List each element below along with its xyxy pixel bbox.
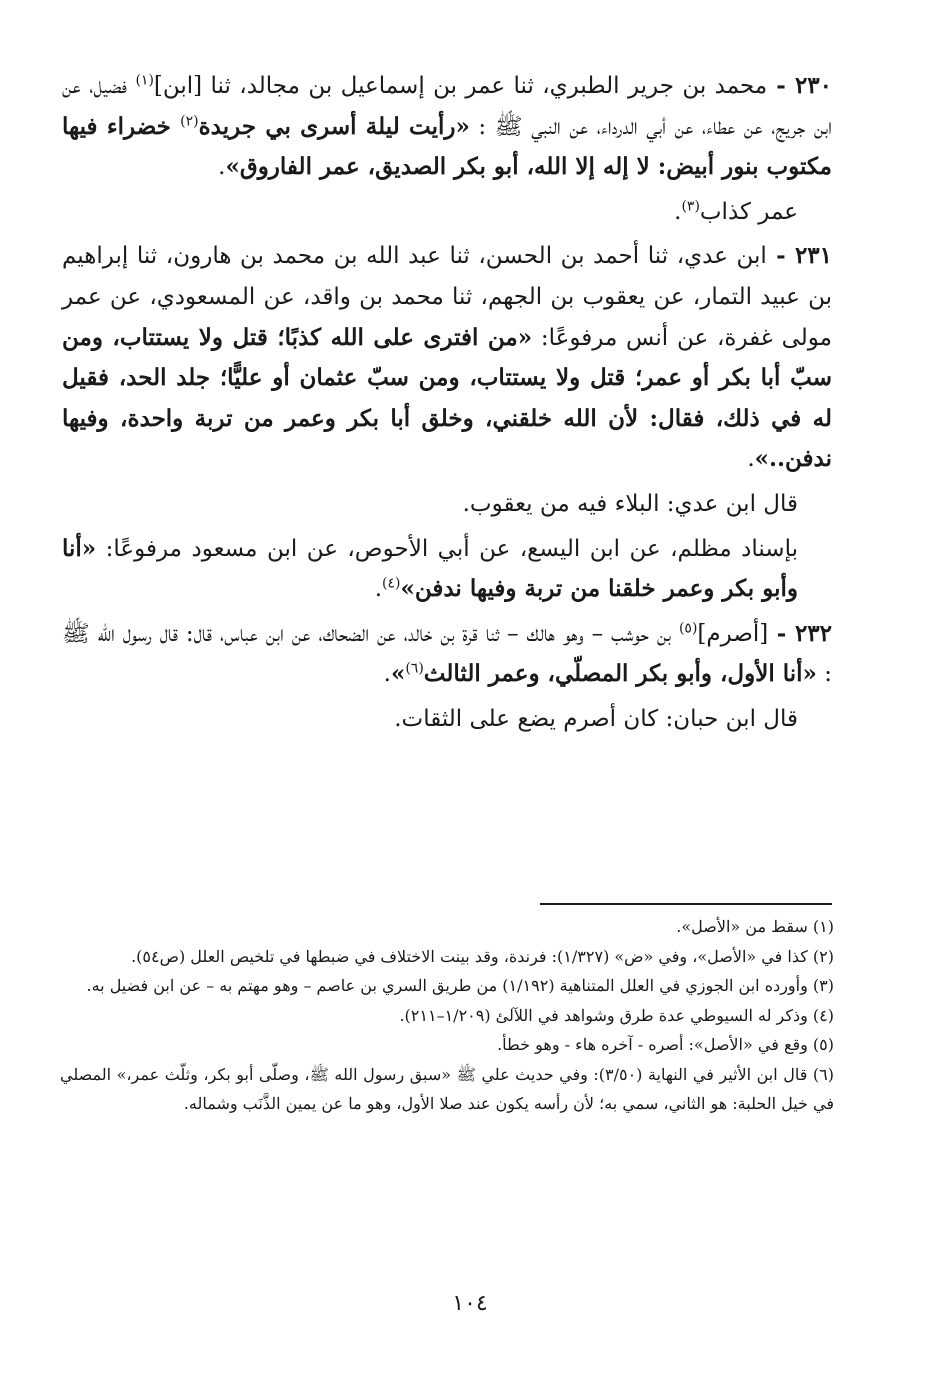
narration-text: ابن عدي، ثنا أحمد بن الحسن، ثنا عبد الله بن محمد بن هارون، ثنا إبراهيم بن عبيد التمار، عن يعقوب بن الجهم، ثنا محمد بن واقد، عن المسعودي، عن عمر مولى غفرة، عن أنس مرفوعًا: xyxy=(62,243,832,351)
narration-text: فضيل، عن ابن جريج، عن عطاء، عن أبي الدرداء، عن النبي ﷺ : xyxy=(62,73,832,140)
footnote-1: (١) سقط من «الأصل». xyxy=(676,917,834,936)
footnote-3: (٣) وأورده ابن الجوزي في العلل المتناهية (١/١٩٢) من طريق السري بن عاصم – وهو مهتم به – عن ابن فضيل به. xyxy=(86,976,834,995)
narration-text: . xyxy=(383,661,391,688)
hadith-text: » xyxy=(390,660,406,688)
footnote-ref[interactable]: (٣) xyxy=(681,198,700,215)
footnote-5: (٥) وقع في «الأصل»: أصره - آخره هاء - وهو خطأ. xyxy=(497,1035,834,1054)
main-text xyxy=(62,66,832,740)
narration-text: بن حوشب – وهو هالك – ثنا قرة بن خالد، عن الضحاك، عن ابن عباس، قال: قال رسول الله ﷺ : xyxy=(62,620,832,688)
entry-231-comment xyxy=(62,484,832,525)
footnote-ref[interactable]: (١) xyxy=(135,72,154,89)
narration-text: قال ابن حبان: كان أصرم يضع على الثقات. xyxy=(394,705,798,732)
hadith-text: «من افترى على الله كذبًا؛ قتل ولا يستتاب، ومن سبّ أبا بكر أو عمر؛ قتل ولا يستتاب، ومن سبّ عثمان أو عليًّا؛ جلد الحد، فقيل له في ذلك، فقال: لأن الله خلقني، وخلق أبا بكر وعمر من تربة واحدة، وفيها ندفن..» xyxy=(62,323,832,473)
hadith-text: ٢٣٢ - xyxy=(768,619,832,647)
narration-text: [أصرم] xyxy=(697,620,769,647)
footnotes xyxy=(60,912,834,1119)
footnote-divider xyxy=(540,903,832,905)
entry-230 xyxy=(62,66,832,188)
hadith-text: خضراء فيها مكتوب بنور أبيض: لا إله إلا الله، أبو بكر الصديق، عمر الفاروق» xyxy=(62,112,832,181)
footnote-6: (٦) قال ابن الأثير في النهاية (٣/٥٠): وفي حديث علي ﷺ «سبق رسول الله ﷺ، وصلّى أبو بكر، وثلّث عمر،» المصلي في خيل الحلبة: هو الثاني، سمي به؛ لأن رأسه يكون عند صلا الأول، وهو ما عن يمين الذَّنَب وشماله. xyxy=(60,1064,834,1113)
hadith-text: «أنا وأبو بكر وعمر خلقنا من تربة وفيها ندفن» xyxy=(62,534,798,603)
narration-text: . xyxy=(674,198,682,225)
narration-text: محمد بن جرير الطبري، ثنا عمر بن إسماعيل بن مجالد، ثنا [ابن] xyxy=(153,73,768,99)
page-number: ١٠٤ xyxy=(452,1291,488,1316)
narration-text: قال ابن عدي: البلاء فيه من يعقوب. xyxy=(462,490,798,517)
narration-text: بإسناد مظلم، عن ابن اليسع، عن أبي الأحوص، عن ابن مسعود مرفوعًا: xyxy=(96,535,798,562)
hadith-text: ٢٣١ - xyxy=(766,242,832,270)
narration-text: عمر كذاب xyxy=(699,198,798,225)
entry-231 xyxy=(62,236,832,480)
footnote-ref[interactable]: (٦) xyxy=(405,660,424,677)
hadith-text: «رأيت ليلة أسرى بي جريدة xyxy=(198,112,470,140)
entry-232 xyxy=(62,614,832,695)
footnote-2: (٢) كذا في «الأصل»، وفي «ض» (١/٣٢٧): فرندة، وقد بينت الاختلاف في ضبطها في تلخيص العلل (ص٥٤). xyxy=(131,946,834,966)
entry-232-comment xyxy=(62,699,832,740)
entry-231-isnad xyxy=(62,529,832,610)
footnote-ref[interactable]: (٥) xyxy=(678,620,698,637)
footnote-ref[interactable]: (٤) xyxy=(382,575,401,592)
footnote-4: (٤) وذكر له السيوطي عدة طرق وشواهد في اللآلئ (١/٢٠٩–٢١١). xyxy=(399,1005,834,1025)
narration-text: . xyxy=(374,576,383,603)
footnote-ref[interactable]: (٢) xyxy=(180,112,199,129)
entry-230-verdict xyxy=(62,192,832,233)
narration-text: . xyxy=(747,446,755,473)
narration-text: . xyxy=(218,154,226,181)
hadith-text: «أنا الأول، وأبو بكر المصلّي، وعمر الثالث xyxy=(423,660,817,688)
hadith-text: ٢٣٠ - xyxy=(767,72,832,99)
